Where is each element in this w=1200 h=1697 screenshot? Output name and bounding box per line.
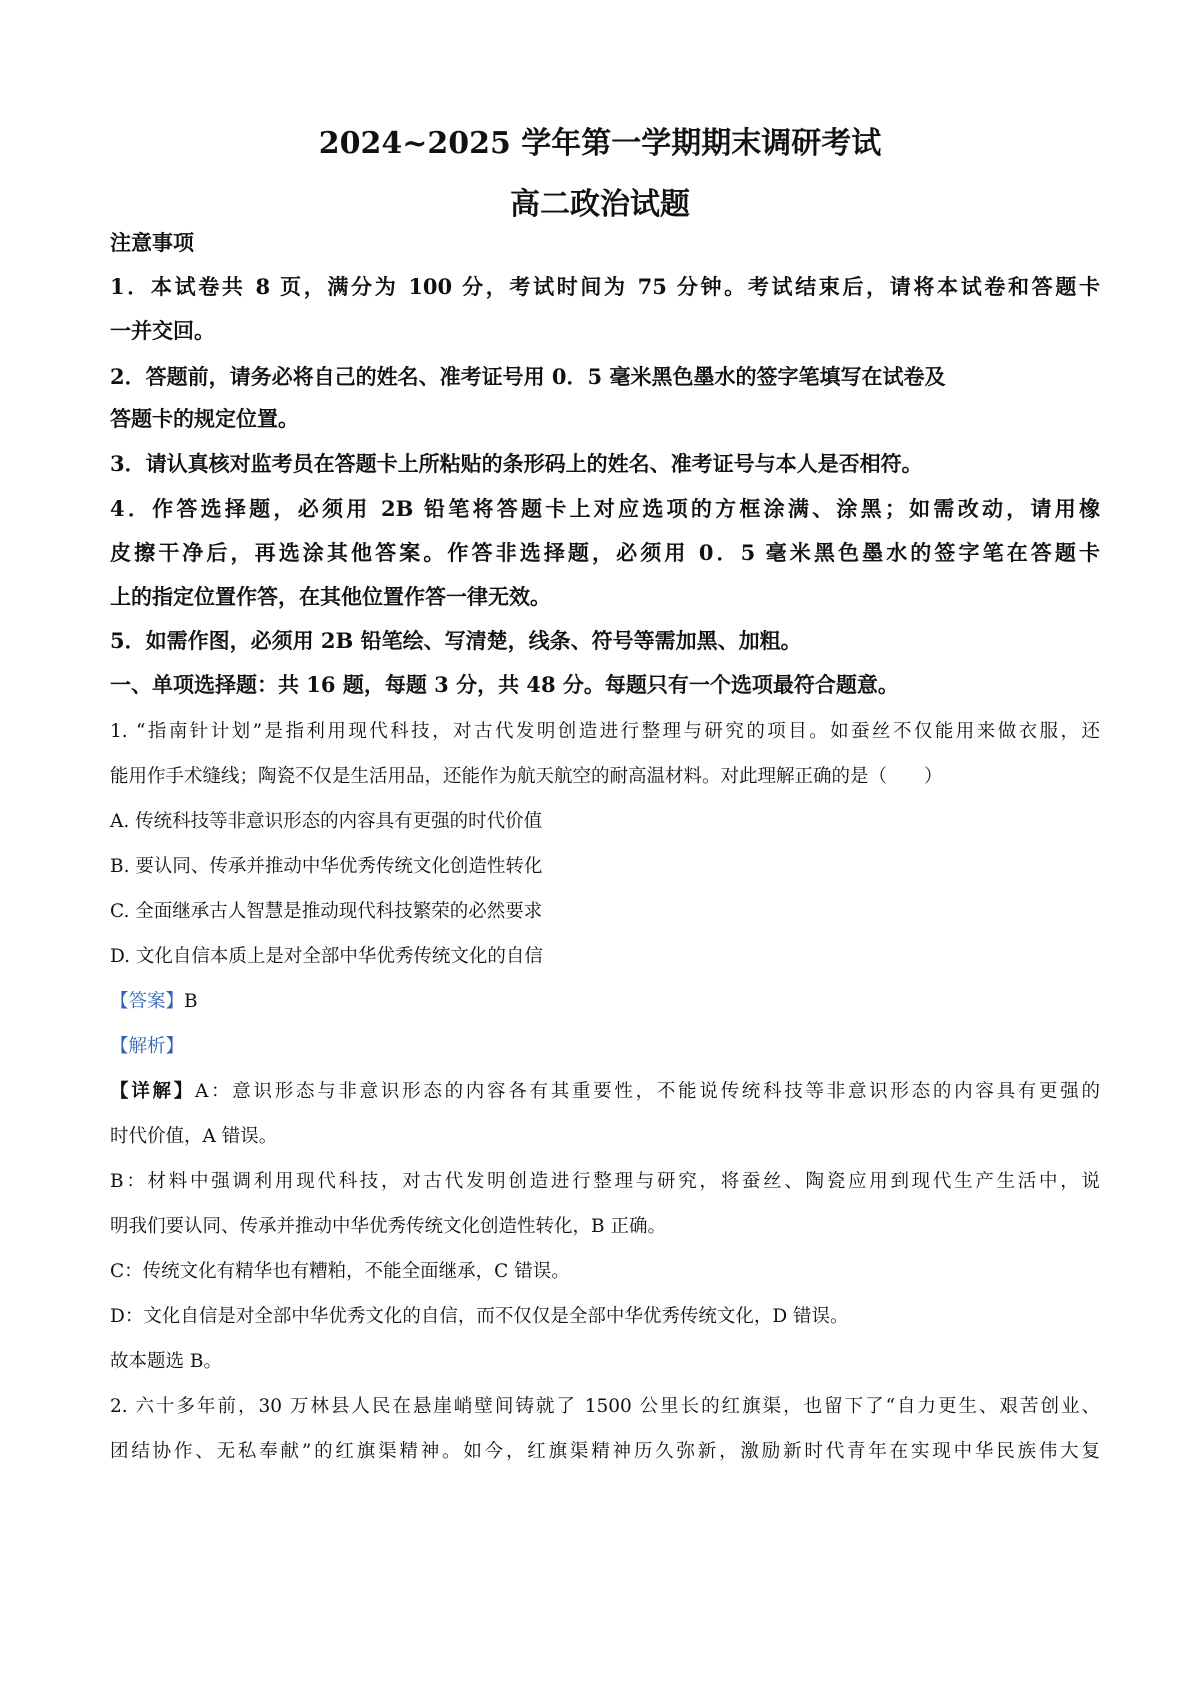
detail-text: A：意识形态与非意识形态的内容各有其重要性，不能说传统科技等非意识形态的内容具有更强的 (194, 1081, 1100, 1102)
exam-title: 2024~2025 学年第一学期期末调研考试 (318, 126, 882, 161)
question-2-stem: 团结协作、无私奉献”的红旗渠精神。如今，红旗渠精神历久弥新，激励新时代青年在实现中华民族伟大复 (110, 1441, 1100, 1462)
option-c: C. 全面继承古人智慧是推动现代科技繁荣的必然要求 (110, 901, 543, 922)
detail-line: C：传统文化有精华也有糟粕，不能全面继承，C 错误。 (110, 1261, 570, 1282)
answer-value: B (184, 991, 198, 1012)
exam-subtitle: 高二政治试题 (510, 187, 690, 222)
answer-line (110, 988, 1100, 1016)
detail-tag: 【详解】 (110, 1081, 195, 1102)
option-d: D. 文化自信本质上是对全部中华优秀传统文化的自信 (110, 946, 543, 967)
detail-line (110, 1078, 1100, 1106)
section-heading: 一、单项选择题：共 16 题，每题 3 分，共 48 分。每题只有一个选项最符合题意。 (110, 672, 899, 697)
notes-line: 2．答题前，请务必将自己的姓名、准考证号用 0．5 毫米黑色墨水的签字笔填写在试卷及 (110, 364, 946, 389)
notes-line: 答题卡的规定位置。 (110, 406, 299, 431)
detail-line: 故本题选 B。 (110, 1351, 222, 1372)
notes-heading: 注意事项 (110, 230, 194, 255)
notes-line: 5．如需作图，必须用 2B 铅笔绘、写清楚，线条、符号等需加黑、加粗。 (110, 628, 802, 653)
option-a: A. 传统科技等非意识形态的内容具有更强的时代价值 (110, 811, 543, 832)
question-1-stem: 能用作手术缝线；陶瓷不仅是生活用品，还能作为航天航空的耐高温材料。对此理解正确的是（ ） (110, 766, 943, 787)
detail-line: B：材料中强调利用现代科技，对古代发明创造进行整理与研究，将蚕丝、陶瓷应用到现代生产生活中，说 (110, 1171, 1100, 1192)
question-2-stem: 2. 六十多年前，30 万林县人民在悬崖峭壁间铸就了 1500 公里长的红旗渠，也留下了“自力更生、艰苦创业、 (110, 1396, 1100, 1417)
detail-line: D：文化自信是对全部中华优秀文化的自信，而不仅仅是全部中华优秀传统文化，D 错误。 (110, 1306, 849, 1327)
notes-line: 4．作答选择题，必须用 2B 铅笔将答题卡上对应选项的方框涂满、涂黑；如需改动，请用橡 (110, 496, 1100, 521)
notes-line: 上的指定位置作答，在其他位置作答一律无效。 (110, 584, 551, 609)
notes-line: 皮擦干净后，再选涂其他答案。作答非选择题，必须用 0．5 毫米黑色墨水的签字笔在答题卡 (110, 540, 1100, 565)
question-1-stem: 1. “指南针计划”是指利用现代科技，对古代发明创造进行整理与研究的项目。如蚕丝不仅能用来做衣服，还 (110, 721, 1100, 742)
detail-line: 时代价值，A 错误。 (110, 1126, 278, 1147)
detail-line: 明我们要认同、传承并推动中华优秀传统文化创造性转化，B 正确。 (110, 1216, 666, 1237)
notes-line: 一并交回。 (110, 318, 215, 343)
option-b: B. 要认同、传承并推动中华优秀传统文化创造性转化 (110, 856, 543, 877)
answer-tag: 【答案】 (110, 991, 185, 1012)
analysis-tag: 【解析】 (110, 1036, 185, 1057)
notes-line: 1．本试卷共 8 页，满分为 100 分，考试时间为 75 分钟。考试结束后，请将本试卷和答题卡 (110, 274, 1100, 299)
notes-line: 3．请认真核对监考员在答题卡上所粘贴的条形码上的姓名、准考证号与本人是否相符。 (110, 451, 923, 476)
